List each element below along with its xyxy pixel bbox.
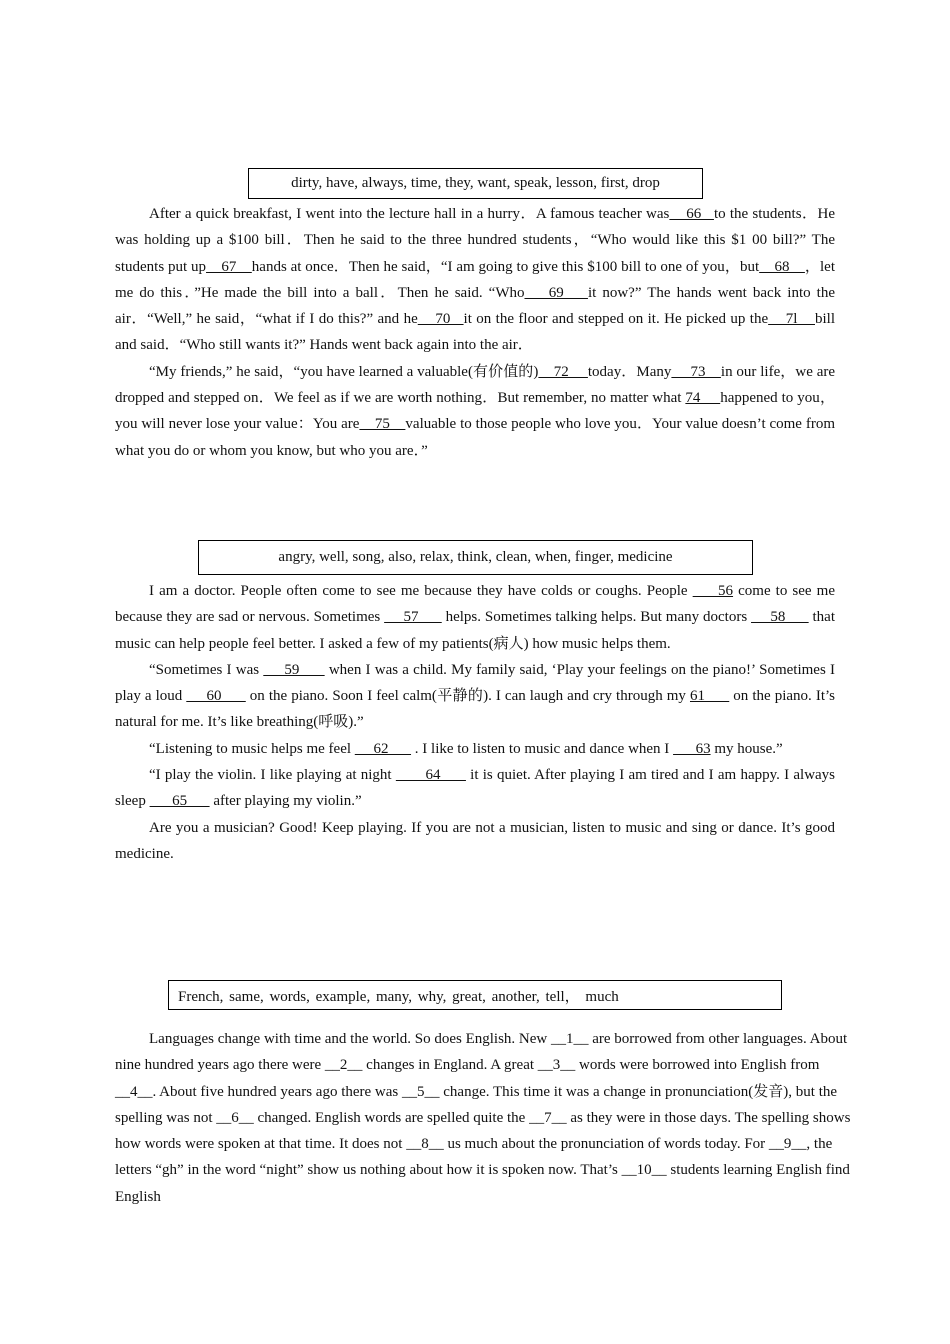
answer-blank: 60 [186, 688, 246, 705]
paragraph [115, 762, 835, 815]
answer-blank: 63 [673, 740, 711, 757]
answer-blank: 72 [538, 363, 588, 380]
answer-blank: 59 [263, 661, 325, 678]
text-segment: . I like to listen to music and dance when I [411, 740, 674, 757]
answer-blank: 58 [751, 609, 809, 626]
text-segment: it on the floor and stepped on it. He picked up the [463, 311, 769, 328]
answer-blank: 68 [759, 258, 805, 275]
text-segment: ，let me do this．”He made the bill into a ball．Then he said. “Who [115, 258, 835, 301]
text-segment: Are you a musician? Good! Keep playing. If you are not a musician, listen to music and sing or dance. It’s good medicine. [115, 819, 835, 862]
text-segment: to the students．He was holding up a $100 bill．Then he said to the three hundred students，“Who would like this $1 00 bill?” The students put up [115, 206, 836, 275]
word-bank-3-text: French, same, words, example, many, why, great, another, tell， much [178, 988, 619, 1005]
text-segment: “Listening to music helps me feel [149, 740, 355, 757]
answer-blank: 65 [149, 793, 210, 810]
passage-1 [115, 201, 835, 464]
text-segment: today．Many [587, 363, 672, 380]
text-segment: when I was a child. My family said, ‘Play your feelings on the piano!’ Sometimes I play a loud [115, 661, 835, 705]
text-segment: “I play the violin. I like playing at night [149, 767, 396, 784]
answer-blank: 57 [384, 609, 442, 626]
text-segment: it now?” The hands went back into the air．“Well,” he said，“what if I do this?” and he [115, 284, 835, 328]
text-segment: After a quick breakfast, I went into the lecture hall in a hurry．A famous teacher was [149, 206, 670, 222]
passage-3 [115, 1026, 855, 1210]
paragraph [115, 359, 835, 464]
text-segment: “My friends,” he said，“you have learned a valuable(有价值的) [149, 363, 539, 380]
text-segment: “Sometimes I was [149, 661, 264, 678]
answer-blank: 7l [768, 311, 815, 328]
text-segment: on the piano. It’s natural for me. It’s like breathing(呼吸).” [115, 688, 835, 731]
text-segment: in our life，we are dropped and stepped on．We feel as if we are worth nothing．But remember, no matter what [115, 363, 836, 407]
word-bank-box-3 [168, 980, 782, 1010]
paragraph [115, 1026, 855, 1210]
paragraph [115, 201, 835, 359]
text-segment: helps. Sometimes talking helps. But many doctors [441, 609, 752, 626]
text-segment: I am a doctor. People often come to see me because they have colds or coughs. People [149, 583, 693, 599]
answer-blank: 66 [669, 206, 714, 222]
text-segment: Languages change with time and the world. So does English. New __1__ are borrowed from other languages. About nine hundred years ago there were __2__ changes in England. A great __3__ words were borrowed into English from __4__. About five hundred years ago there was __5__ change. This time it was a change in pronunciation(发音), but the spelling was not __6__ changed. English words are spelled quite the __7__ as they were in those days. The spelling shows how words were spoken at that time. It does not __8__ us much about the pronunciation of words today. For __9__, the letters “gh” in the word “night” show us nothing about how it is spoken now. That’s __10__ students learning English find English [115, 1031, 851, 1205]
answer-blank: 61 [689, 688, 730, 705]
answer-blank: 73 [671, 363, 721, 380]
text-segment: my house.” [710, 740, 783, 757]
text-segment: that music can help people feel better. I asked a few of my patients(病人) how music helps them. [115, 609, 836, 652]
text-segment: it is quiet. After playing I am tired and I am happy. I always sleep [115, 767, 836, 810]
passage-2 [115, 578, 835, 867]
answer-blank: 64 [395, 767, 466, 784]
answer-blank: 69 [524, 284, 588, 301]
text-segment: hands at once．Then he said，“I am going to give this $100 bill to one of you，but [251, 258, 760, 275]
answer-blank: 75 [359, 416, 406, 433]
paragraph [115, 657, 835, 736]
text-segment: happened to you，you will never lose your value：You are [115, 390, 835, 433]
answer-blank: 67 [206, 258, 252, 275]
paragraph [115, 815, 835, 868]
text-segment: on the piano. Soon I feel calm(平静的). I can laugh and cry through my [245, 688, 690, 705]
answer-blank: 74 [685, 390, 721, 407]
answer-blank: 56 [692, 583, 734, 599]
text-segment: after playing my violin.” [209, 793, 362, 810]
text-segment: come to see me because they are sad or nervous. Sometimes [115, 583, 835, 626]
text-segment: bill and said．“Who still wants it?” Hands went back again into the air． [115, 311, 836, 354]
paragraph [115, 736, 835, 762]
word-bank-2-text: angry, well, song, also, relax, think, clean, when, finger, medicine [278, 549, 673, 565]
word-bank-box-2 [198, 540, 753, 575]
paragraph [115, 578, 835, 657]
word-bank-box-1 [248, 168, 703, 199]
answer-blank: 70 [417, 311, 464, 328]
answer-blank: 62 [354, 740, 412, 757]
word-bank-1-text: dirty, have, always, time, they, want, speak, lesson, first, drop [291, 175, 660, 191]
text-segment: valuable to those people who love you．Your value doesn’t come from what you do or whom you know, but who you are．” [115, 416, 835, 459]
